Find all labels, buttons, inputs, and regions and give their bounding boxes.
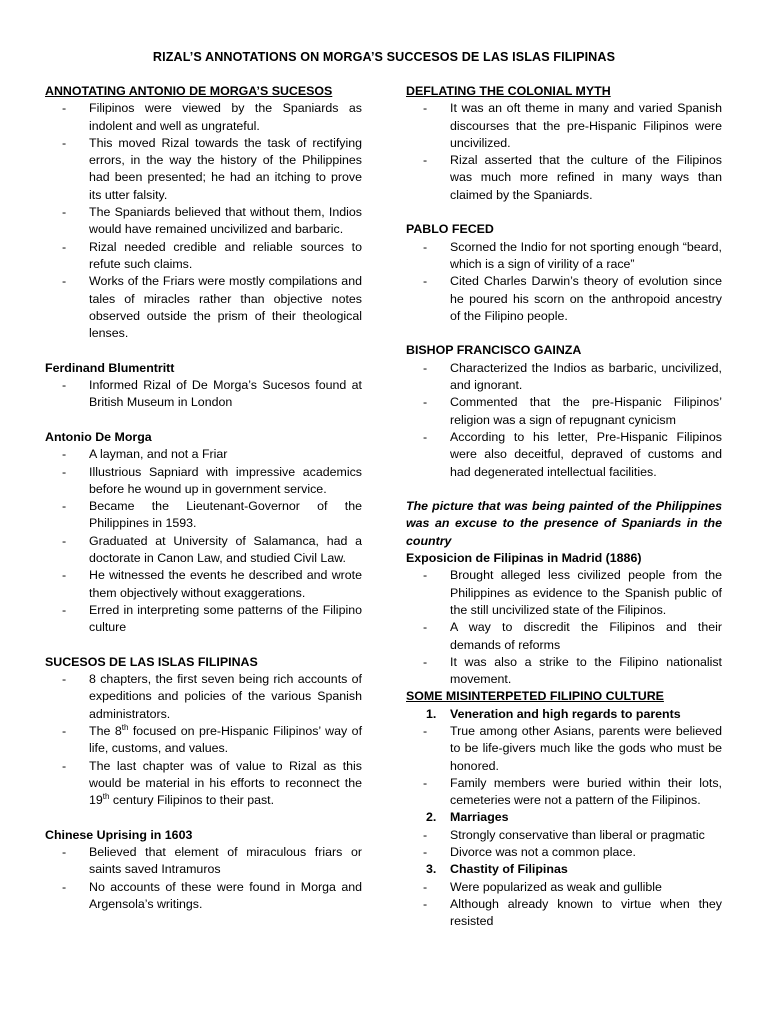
bullet-item: - Characterized the Indios as barbaric, uncivilized, and ignorant. xyxy=(406,360,722,395)
bullet-item: - Informed Rizal of De Morga’s Sucesos found at British Museum in London xyxy=(45,377,362,412)
bullet-item: - According to his letter, Pre-Hispanic Filipinos were also deceitful, depraved of customs and had degenerated intellectual facilities. xyxy=(406,429,722,481)
item-number: 2. xyxy=(426,810,437,825)
bullet-item: - The Spaniards believed that without them, Indios would have remained uncivilized and barbaric. xyxy=(45,204,362,239)
section-heading: BISHOP FRANCISCO GAINZA xyxy=(406,343,582,358)
section-heading: Ferdinand Blumentritt xyxy=(45,360,175,375)
section-heading: Exposicion de Filipinas in Madrid (1886) xyxy=(406,551,642,566)
bullet-item: - Family members were buried within their lots, cemeteries were not a pattern of the Filipinos. xyxy=(406,775,722,810)
bullet-item: - This moved Rizal towards the task of rectifying errors, in the way the history of the Philippines had been presented; he had an itching to prove its utter falsity. xyxy=(45,135,362,204)
bullet-item: - Cited Charles Darwin’s theory of evolution since he poured his scorn on the anthropoid ancestry of the Filipino people. xyxy=(406,273,722,325)
section-exposicion-de-filipinas-in-madrid-1886 xyxy=(406,550,722,688)
bullet-item: - Became the Lieutenant-Governor of the Philippines in 1593. xyxy=(45,498,362,533)
section-heading: Antonio De Morga xyxy=(45,429,152,444)
numbered-item xyxy=(406,809,722,826)
section-heading: Chinese Uprising in 1603 xyxy=(45,827,193,842)
bullet-item: - 8 chapters, the first seven being rich accounts of expeditions and policies of the various Spanish administrators. xyxy=(45,671,362,723)
bullet-list xyxy=(406,567,722,688)
section-heading: ANNOTATING ANTONIO DE MORGA’S SUCESOS xyxy=(45,84,333,98)
bullet-item: - Illustrious Sapniard with impressive academics before he wound up in government service. xyxy=(45,464,362,499)
item-label: Marriages xyxy=(450,810,509,825)
numbered-item xyxy=(406,861,722,878)
bullet-list xyxy=(406,100,722,204)
numbered-item xyxy=(406,706,722,723)
section-heading: SUCESOS DE LAS ISLAS FILIPINAS xyxy=(45,654,258,669)
bullet-item: - Believed that element of miraculous friars or saints saved Intramuros xyxy=(45,844,362,879)
bullet-item: - The 8th focused on pre-Hispanic Filipinos’ way of life, customs, and values. xyxy=(45,723,362,758)
italic-statement: The picture that was being painted of the Philippines was an excuse to the presence of Spaniards in the country xyxy=(406,499,722,548)
bullet-item: - Graduated at University of Salamanca, had a doctorate in Canon Law, and studied Civil Law. xyxy=(45,533,362,568)
bullet-item: - Brought alleged less civilized people from the Philippines as evidence to the Spanish public of the still uncivilized state of the Filipinos. xyxy=(406,567,722,619)
section-bishop-francisco-gainza xyxy=(406,342,722,480)
bullet-list xyxy=(45,100,362,342)
bullet-item: - Erred in interpreting some patterns of the Filipino culture xyxy=(45,602,362,637)
bullet-list xyxy=(45,446,362,636)
bullet-item: - Rizal asserted that the culture of the Filipinos was much more refined in many ways than claimed by the Spaniards. xyxy=(406,152,722,204)
item-label: Chastity of Filipinas xyxy=(450,862,568,877)
section-heading: DEFLATING THE COLONIAL MYTH xyxy=(406,84,611,98)
right-bottom-sections xyxy=(406,550,722,688)
numbered-list xyxy=(406,706,722,931)
bullet-item: - Commented that the pre-Hispanic Filipinos’ religion was a sign of repugnant cynicism xyxy=(406,394,722,429)
bullet-list xyxy=(45,671,362,809)
bullet-item: - Scorned the Indio for not sporting enough “beard, which is a sign of virility of a race” xyxy=(406,239,722,274)
bullet-list xyxy=(45,844,362,913)
bullet-item: - Works of the Friars were mostly compilations and tales of miracles rather than objective notes observed outside the prism of their theological lenses. xyxy=(45,273,362,342)
section-chinese-uprising-in-1603 xyxy=(45,827,362,913)
section-sucesos-de-las-islas-filipinas xyxy=(45,654,362,810)
bullet-list xyxy=(45,377,362,412)
section-deflating-the-colonial-myth xyxy=(406,83,722,204)
bullet-item: - Filipinos were viewed by the Spaniards as indolent and well as ungrateful. xyxy=(45,100,362,135)
bullet-item: - Divorce was not a common place. xyxy=(406,844,722,861)
right-column xyxy=(406,83,722,931)
section-heading: PABLO FECED xyxy=(406,222,494,237)
section-ferdinand-blumentritt xyxy=(45,360,362,412)
bullet-item: - Rizal needed credible and reliable sources to refute such claims. xyxy=(45,239,362,274)
section-heading: SOME MISINTERPETED FILIPINO CULTURE xyxy=(406,689,664,704)
bullet-item: - Although already known to virtue when they resisted xyxy=(406,896,722,931)
bullet-item: - Strongly conservative than liberal or pragmatic xyxy=(406,827,722,844)
bullet-item: - Were popularized as weak and gullible xyxy=(406,879,722,896)
item-number: 1. xyxy=(426,706,437,721)
bullet-list xyxy=(406,360,722,481)
bullet-item: - A layman, and not a Friar xyxy=(45,446,362,463)
item-number: 3. xyxy=(426,862,437,877)
bullet-item: - It was also a strike to the Filipino nationalist movement. xyxy=(406,654,722,689)
section-misinterpreted-culture xyxy=(406,688,722,930)
page-title: RIZAL’S ANNOTATIONS ON MORGA’S SUCCESOS DE LAS ISLAS FILIPINAS xyxy=(152,50,616,64)
section-pablo-feced xyxy=(406,221,722,325)
bullet-item: - No accounts of these were found in Morga and Argensola’s writings. xyxy=(45,879,362,914)
left-column xyxy=(45,83,362,913)
item-label: Veneration and high regards to parents xyxy=(450,706,681,721)
right-top-sections xyxy=(406,83,722,481)
section-antonio-de-morga xyxy=(45,429,362,637)
bullet-item: - It was an oft theme in many and varied Spanish discourses that the pre-Hispanic Filipinos were uncivilized. xyxy=(406,100,722,152)
bullet-list xyxy=(406,239,722,325)
bullet-item: - True among other Asians, parents were believed to be life-givers much like the gods who must be honored. xyxy=(406,723,722,775)
bullet-item: - The last chapter was of value to Rizal as this would be material in his efforts to reconnect the 19th century Filipinos to their past. xyxy=(45,758,362,810)
bullet-item: - A way to discredit the Filipinos and their demands of reforms xyxy=(406,619,722,654)
bullet-item: - He witnessed the events he described and wrote them objectively without exaggerations. xyxy=(45,567,362,602)
section-annotating-antonio-de-morga-s-sucesos xyxy=(45,83,362,342)
